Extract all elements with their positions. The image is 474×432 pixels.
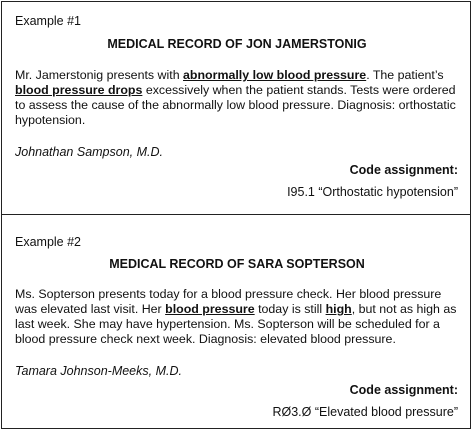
example-1-body-text-3: excessively when the patient stands. Tests were ordered to assess the cause of the abnormally low blood pressure. Diagnosis: orthostatic hypotension. bbox=[15, 83, 456, 127]
example-2-highlight-2: high bbox=[325, 302, 352, 316]
example-1-highlight-2: blood pressure drops bbox=[15, 83, 143, 97]
example-2-code-value: RØ3.Ø “Elevated blood pressure” bbox=[272, 405, 458, 419]
example-2-body-text-1: Ms. Sopterson presents today for a blood pressure check. Her blood pressure was elevated last visit. Her bbox=[15, 287, 442, 316]
example-1-code-value: I95.1 “Orthostatic hypotension” bbox=[287, 185, 458, 199]
example-1-label: Example #1 bbox=[15, 14, 82, 28]
example-1-code-heading: Code assignment: bbox=[349, 163, 458, 177]
example-1-record-title: MEDICAL RECORD OF JON JAMERSTONIG bbox=[107, 37, 367, 51]
example-2-record-title: MEDICAL RECORD OF SARA SOPTERSON bbox=[109, 257, 365, 271]
example-2-code-heading: Code assignment: bbox=[349, 383, 458, 397]
example-1-record-body bbox=[15, 68, 459, 128]
example-2-record-body bbox=[15, 287, 459, 347]
example-2-signature: Tamara Johnson-Meeks, M.D. bbox=[15, 364, 182, 378]
section-divider bbox=[2, 214, 471, 215]
example-2-highlight-1: blood pressure bbox=[165, 302, 255, 316]
example-2-body-text-2: today is still bbox=[254, 302, 326, 316]
document-frame bbox=[1, 1, 471, 429]
example-2-body-text-3: , but not as high as last week. She may have hypertension. Ms. Sopterson will be scheduled for a blood pressure check next week. Diagnosis: elevated blood pressure. bbox=[15, 302, 457, 346]
example-1-body-text-1: Mr. Jamerstonig presents with bbox=[15, 68, 184, 82]
example-1-body-text-2: . The patient’s bbox=[366, 68, 444, 82]
example-2-label: Example #2 bbox=[15, 235, 82, 249]
example-1-signature: Johnathan Sampson, M.D. bbox=[15, 145, 163, 159]
example-1-highlight-1: abnormally low blood pressure bbox=[183, 68, 367, 82]
